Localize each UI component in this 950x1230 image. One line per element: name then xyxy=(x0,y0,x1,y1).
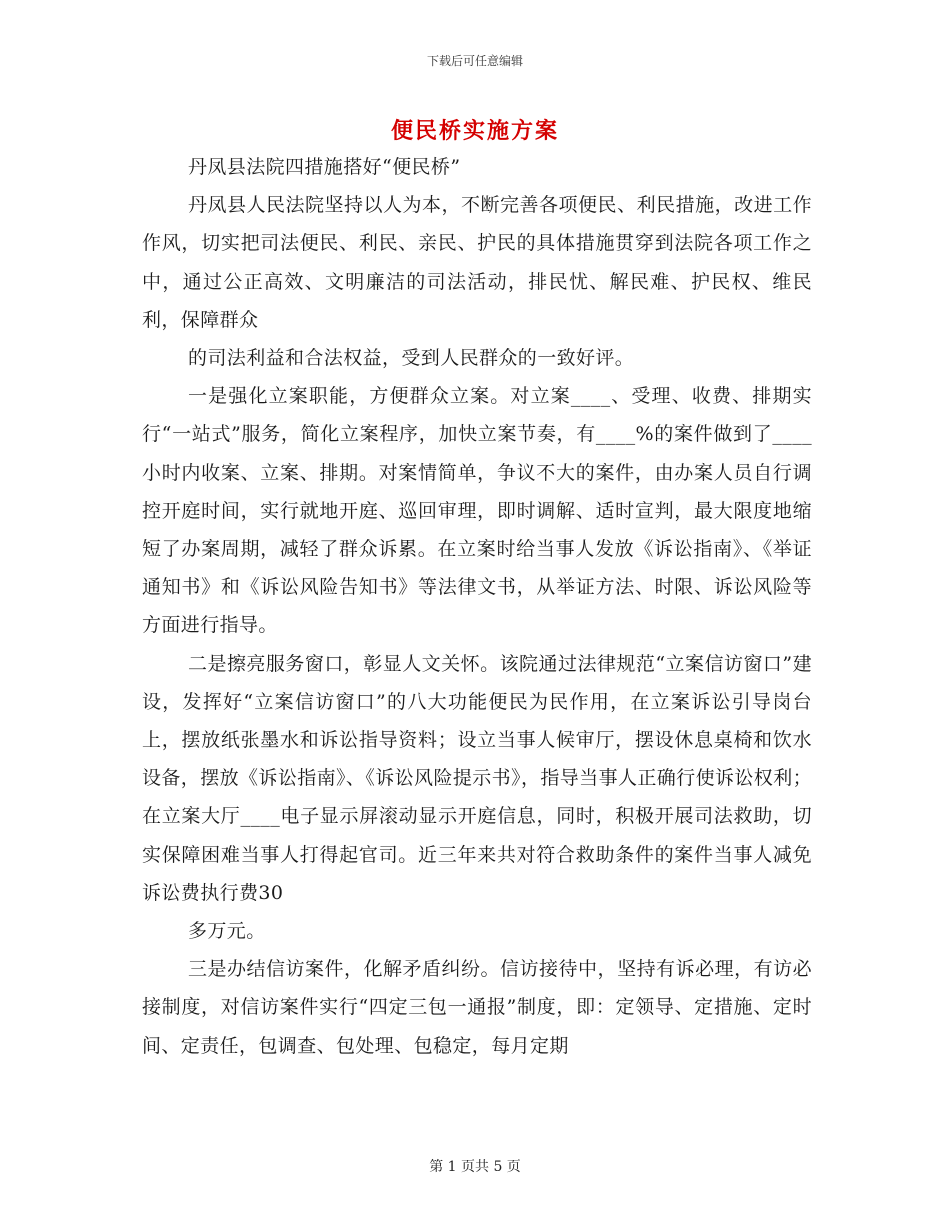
body-paragraph: 一是强化立案职能，方便群众立案。对立案____、受理、收费、排期实行“一站式”服务，简化立案程序，加快立案节奏，有____%的案件做到了____小时内收案、立案、排期。对案情简单，争议不大的案件，由办案人员自行调控开庭时间，实行就地开庭、巡回审理，即时调解、适时宣判，最大限度地缩短了办案周期，减轻了群众诉累。在立案时给当事人发放《诉讼指南》、《举证通知书》和《诉讼风险告知书》等法律文书，从举证方法、时限、诉讼风险等方面进行指导。 xyxy=(142,385,812,637)
body-paragraph: 多万元。 xyxy=(188,920,266,943)
document-body xyxy=(142,148,812,1065)
page-number: 第 1 页共 5 页 xyxy=(429,1159,521,1175)
body-paragraph: 三是办结信访案件，化解矛盾纠纷。信访接待中，坚持有诉必理，有访必接制度，对信访案件实行“四定三包一通报”制度，即：定领导、定措施、定时间、定责任，包调查、包处理、包稳定，每月定期 xyxy=(142,958,812,1057)
body-paragraph: 丹凤县法院四措施搭好“便民桥” xyxy=(188,156,461,178)
body-paragraph: 二是擦亮服务窗口，彰显人文关怀。该院通过法律规范“立案信访窗口”建设，发挥好“立案信访窗口”的八大功能便民为民作用，在立案诉讼引导岗台上，摆放纸张墨水和诉讼指导资料；设立当事人候审厅，摆设休息桌椅和饮水设备，摆放《诉讼指南》、《诉讼风险提示书》，指导当事人正确行使诉讼权利；在立案大厅____电子显示屏滚动显示开庭信息，同时，积极开展司法救助，切实保障困难当事人打得起官司。近三年来共对符合救助条件的案件当事人减免诉讼费执行费30 xyxy=(142,652,812,904)
page-header-note: 下载后可任意编辑 xyxy=(426,54,523,68)
body-paragraph: 的司法利益和合法权益，受到人民群众的一致好评。 xyxy=(188,347,635,370)
body-paragraph: 丹凤县人民法院坚持以人为本，不断完善各项便民、利民措施，改进工作作风，切实把司法便民、利民、亲民、护民的具体措施贯穿到法院各项工作之中，通过公正高效、文明廉洁的司法活动，排民忧、解民难、护民权、维民利，保障群众 xyxy=(142,194,812,331)
document-title: 便民桥实施方案 xyxy=(390,118,559,144)
